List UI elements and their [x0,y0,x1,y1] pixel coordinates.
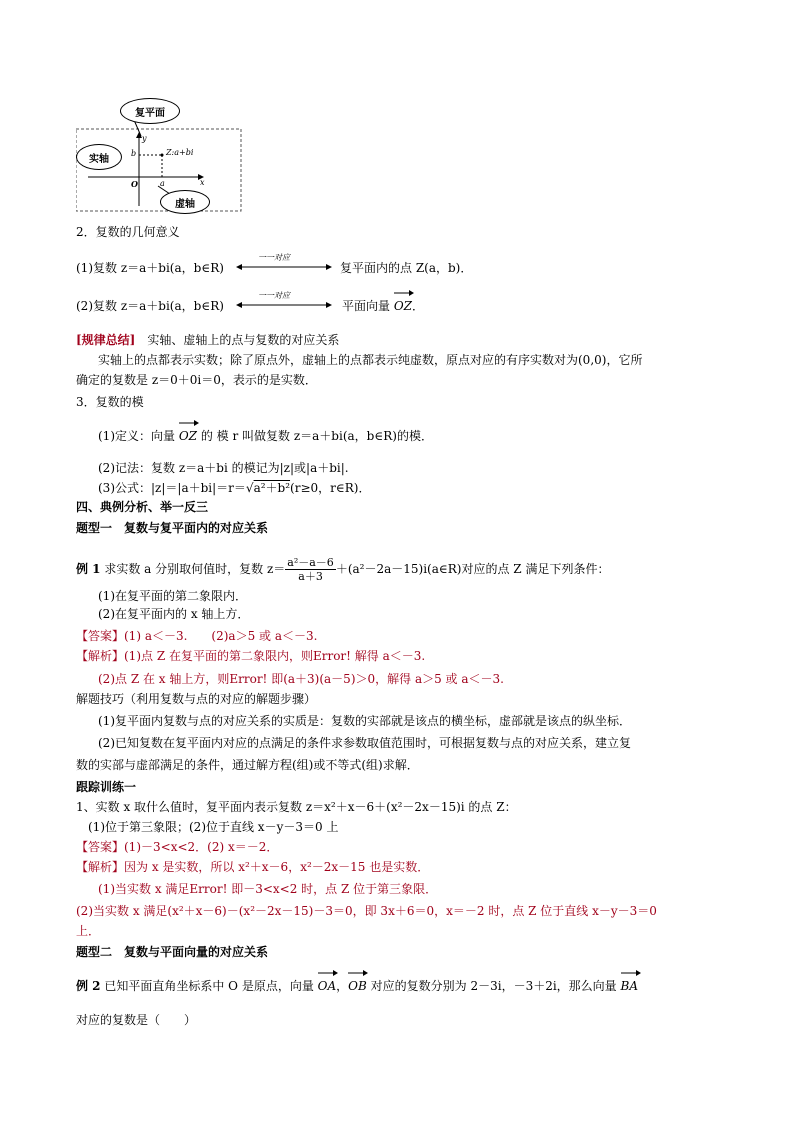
plane-label-bubble: 复平面 [120,98,180,124]
double-arrow-icon [236,254,332,274]
example1-suffix: ＋(a²－2a－15)i(a∈R)对应的点 Z 满足下列条件： [335,562,610,576]
tick-b-label: b [131,149,137,158]
formula-prefix: (3)公式：|z|＝|a＋bi|＝r＝ [98,481,246,495]
point-z-label: Z:a+bi [166,148,194,157]
fraction-denominator: a＋3 [298,570,323,583]
section4-heading: 四、典例分析、举一反三 [76,500,209,514]
example1-label: 例 1 [76,562,101,576]
rule-heading [76,332,339,348]
example2-mid: 对应的复数分别为 2－3i，－3＋2i，那么向量 [366,979,621,993]
section3-heading: 3．复数的模 [76,395,144,409]
modulus-formula [98,480,370,496]
training-question-line2: (1)位于第三象限；(2)位于直线 x－y－3＝0 上 [88,820,339,834]
vector-ba-label: BA [620,979,638,993]
vector-arrow-icon [179,419,199,427]
type2-heading: 题型二 复数与平面向量的对应关系 [76,945,269,959]
double-arrow-icon [236,292,332,312]
rel2-left: (2)复数 z＝a＋bi(a，b∈R) [76,299,224,313]
example1-q1: (1)在复平面的第二象限内． [98,589,247,603]
modulus-notation: (2)记法：复数 z＝a＋bi 的模记为|z|或|a＋bi|. [98,461,349,475]
rel1-arrow-label: 一一对应 [258,253,290,262]
training-analysis1: 【解析】因为 x 是实数，所以 x²＋x－6，x²－2x－15 也是实数． [76,860,430,874]
example1-question [76,555,609,583]
vector-oz [394,298,412,314]
modulus-definition [98,428,433,444]
training-answer: 【答案】(1)－3<x<2．(2) x＝－2． [76,840,279,854]
sqrt-icon: √ [245,481,254,495]
vector-arrow-icon [621,969,641,977]
training-analysis2: (1)当实数 x 满足Error! 即－3<x<2 时，点 Z 位于第三象限． [98,882,438,896]
y-axis-label: y [142,134,147,143]
rule-line1: 实轴上的点都表示实数；除了原点外，虚轴上的点都表示纯虚数，原点对应的有序实数对为(0,0)，它所 [98,353,643,367]
example2-prefix: 已知平面直角坐标系中 O 是原点，向量 [100,979,318,993]
rel2-right-prefix: 平面向量 [342,299,394,313]
training-heading: 跟踪训练一 [76,780,137,794]
example2-question [76,978,638,994]
rel2-right [342,298,424,314]
def-prefix: (1)定义：向量 [98,429,179,443]
vector-ob [348,978,367,994]
example1-answer: 【答案】(1) a＜－3. (2)a＞5 或 a＜－3. [76,629,318,643]
rel2-arrow-label: 一一对应 [258,291,290,300]
origin-label: O [131,179,138,189]
vector-oa [318,978,337,994]
tip1: (1)复平面内复数与点的对应关系的实质是：复数的实部就是该点的横坐标，虚部就是该点的纵坐标． [98,714,632,728]
training-analysis4: 上． [76,924,101,938]
vector-arrow-icon [318,969,338,977]
training-question-line1: 1、实数 x 取什么值时，复平面内表示复数 z＝x²＋x－6＋(x²－2x－15)i 的点 Z： [76,800,517,814]
real-axis-label-bubble: 实轴 [76,144,122,170]
example1-analysis1: 【解析】(1)点 Z 在复平面的第二象限内，则Error! 解得 a＜－3. [76,649,426,663]
x-axis-label: x [200,178,205,187]
vector-ba [621,978,638,994]
example2-label: 例 2 [76,979,101,993]
formula-radicand: a²＋b² [253,481,291,495]
example1-prefix: 求实数 a 分别取何值时，复数 z＝ [100,562,286,576]
example1-q2: (2)在复平面内的 x 轴上方． [98,607,250,621]
example2-line2: 对应的复数是（ ） [76,1013,197,1027]
vector-arrow-icon [348,969,368,977]
complex-plane-figure [76,98,244,214]
tip2-line1: (2)已知复数在复平面内对应的点满足的条件求参数取值范围时，可根据复数与点的对应关系，建立复 [98,736,632,750]
separator: ， [336,979,349,993]
rel1-arrow [236,254,332,274]
rel1-left: (1)复数 z＝a＋bi(a，b∈R) [76,261,224,275]
training-analysis3: (2)当实数 x 满足(x²＋x－6)－(x²－2x－15)－3＝0，即 3x＋6＝0，x＝－2 时，点 Z 位于直线 x－y－3＝0 [76,904,657,918]
rule-line2: 确定的复数是 z＝0＋0i＝0，表示的是实数． [76,373,317,387]
vector-oa-label: OA [317,979,337,993]
tip2-line2: 数的实部与虚部满足的条件，通过解方程(组)或不等式(组)求解． [76,758,419,772]
rule-tag: [规律总结] [76,333,136,347]
example1-fraction [285,556,336,583]
rel2-arrow [236,292,332,312]
example1-analysis2: (2)点 Z 在 x 轴上方，则Error! 即(a＋3)(a－5)＞0，解得 a＞5 或 a＜－3. [98,672,504,686]
vector-ob-label: OB [348,979,367,993]
tick-a-label: a [160,179,165,188]
rule-title: 实轴、虚轴上的点与复数的对应关系 [147,333,340,347]
formula-suffix: (r≥0，r∈R)． [290,481,371,495]
vector-oz-label: OZ [178,429,198,443]
tips-title: 解题技巧（利用复数与点的对应的解题步骤） [76,692,317,706]
vector-arrow-icon [394,289,414,297]
rel2-right-suffix: ． [412,299,425,313]
imag-axis-label-bubble: 虚轴 [160,190,210,214]
section2-heading: 2．复数的几何意义 [76,225,180,239]
rel1-right: 复平面内的点 Z(a，b)． [340,261,473,275]
def-suffix: 的 模 r 叫做复数 z＝a＋bi(a，b∈R)的模． [197,429,433,443]
vector-oz [179,428,197,444]
fraction-numerator: a²－a－6 [287,556,334,569]
type1-heading: 题型一 复数与复平面内的对应关系 [76,521,269,535]
vector-oz-label: OZ [393,299,413,313]
